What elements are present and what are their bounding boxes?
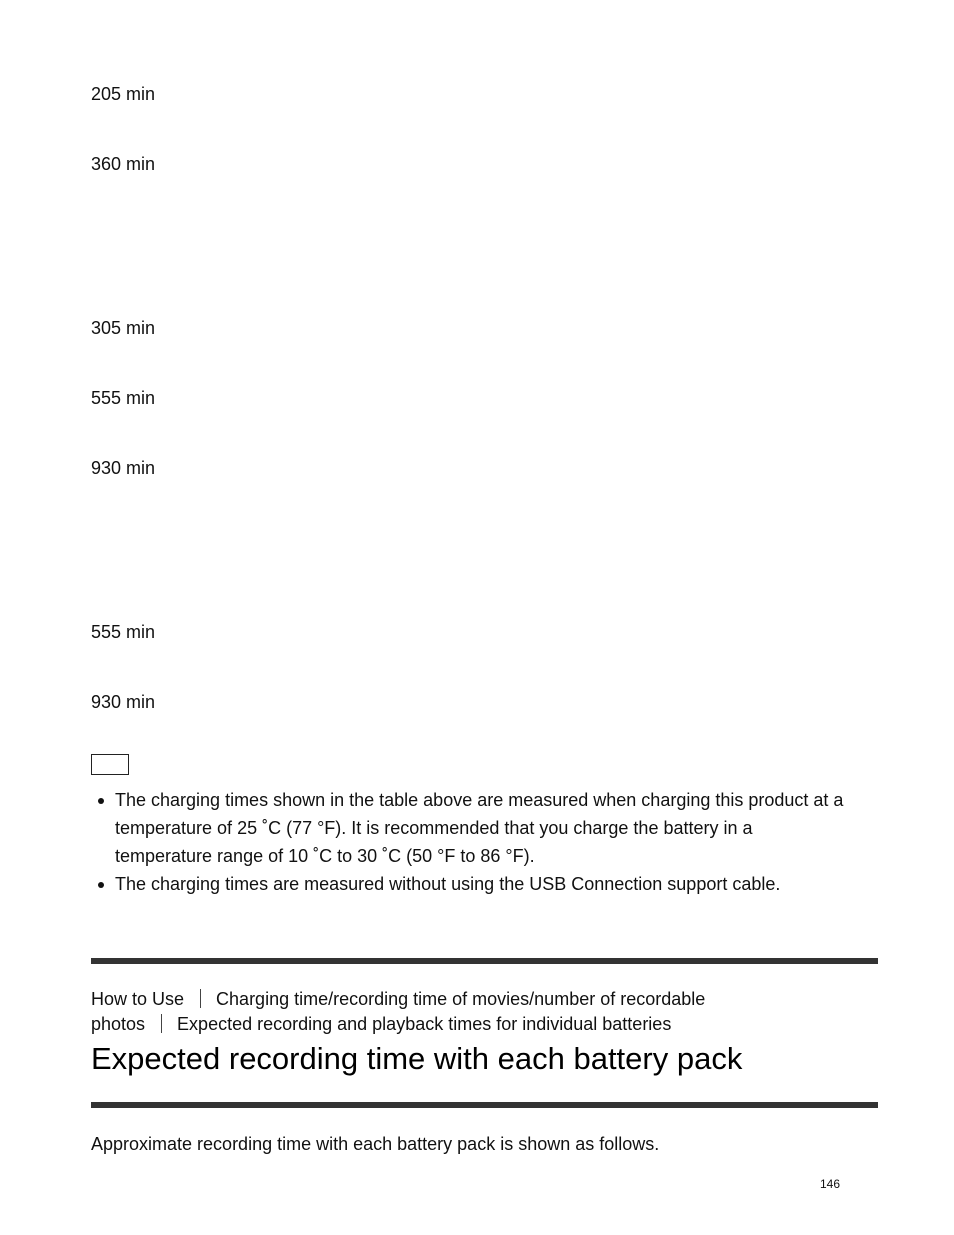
time-value-1: 205 min <box>91 84 156 104</box>
title-divider <box>91 1102 878 1108</box>
note-label-box <box>91 754 129 775</box>
breadcrumb-link-charging-time[interactable]: Charging time/recording time of movies/number of recordable <box>216 989 706 1009</box>
time-value-6: 555 min <box>91 622 156 642</box>
bullet-icon <box>98 882 104 888</box>
breadcrumb-link-expected-times[interactable]: Expected recording and playback times for individual batteries <box>177 1014 672 1034</box>
breadcrumb-separator <box>200 989 201 1008</box>
time-value-5: 930 min <box>91 458 156 478</box>
intro-text: Approximate recording time with each battery pack is shown as follows. <box>91 1134 660 1154</box>
breadcrumb <box>91 987 791 1037</box>
note-line: The charging times are measured without using the USB Connection support cable. <box>115 874 781 894</box>
note-line: temperature of 25 ˚C (77 °F). It is recommended that you charge the battery in a <box>115 818 753 838</box>
notes-list <box>91 786 891 898</box>
time-value-4: 555 min <box>91 388 156 408</box>
breadcrumb-link-photos[interactable]: photos <box>91 1014 146 1034</box>
breadcrumb-separator <box>161 1014 162 1033</box>
bullet-icon <box>98 798 104 804</box>
time-value-7: 930 min <box>91 692 156 712</box>
page-title: Expected recording time with each battery pack <box>91 1041 743 1076</box>
page-number: 146 <box>820 1177 841 1191</box>
note-line: The charging times shown in the table above are measured when charging this product at a <box>115 790 844 810</box>
time-value-2: 360 min <box>91 154 156 174</box>
breadcrumb-link-how-to-use[interactable]: How to Use <box>91 989 185 1009</box>
time-value-3: 305 min <box>91 318 156 338</box>
note-line: temperature range of 10 ˚C to 30 ˚C (50 °F to 86 °F). <box>115 846 535 866</box>
note-item <box>91 786 891 870</box>
top-divider <box>91 958 878 964</box>
note-item <box>91 870 891 898</box>
